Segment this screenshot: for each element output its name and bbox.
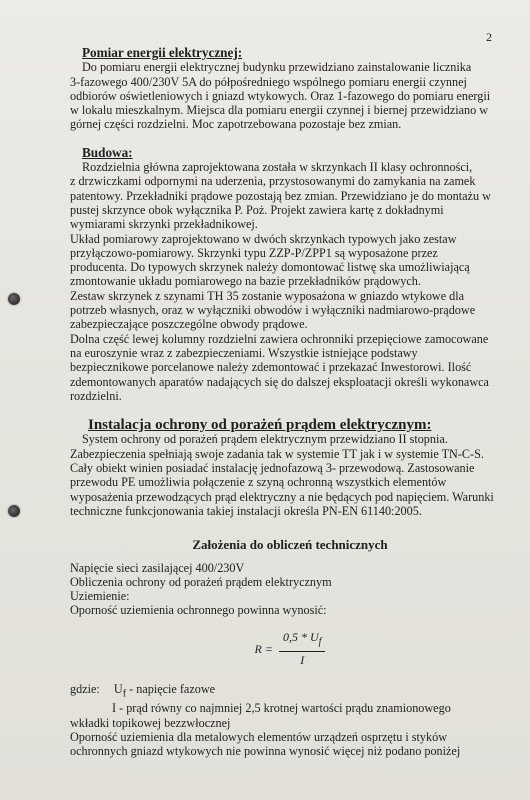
formula-resistance bbox=[70, 630, 510, 668]
section-title-instalacja: Instalacja ochrony od porażeń prądem elektrycznym: bbox=[88, 417, 432, 434]
text-line: zabezpieczające poszczególne obwody prądowe. bbox=[70, 317, 308, 332]
formula-legend bbox=[70, 682, 510, 759]
formula-lhs: R = bbox=[254, 641, 273, 656]
paragraph-pomiar bbox=[70, 60, 510, 131]
document-body bbox=[70, 46, 510, 759]
text-line: Obliczenia ochrony od porażeń prądem elektrycznym bbox=[70, 574, 332, 589]
section-title-pomiar: Pomiar energii elektrycznej: bbox=[82, 45, 243, 60]
punch-hole bbox=[8, 505, 20, 517]
formula-fraction bbox=[279, 630, 325, 668]
text-line: Rozdzielnia główna zaprojektowana została w skrzynkach II klasy ochronności, bbox=[82, 160, 473, 175]
text-line: Oporność uziemienia ochronnego powinna wynosić: bbox=[70, 603, 327, 618]
legend-prefix: gdzie: bbox=[70, 681, 100, 696]
text-line: na euroszynie wraz z zabezpieczeniami. Wszystkie istniejące podstawy bbox=[70, 345, 418, 360]
legend-symbol: U bbox=[113, 681, 123, 696]
text-line: bezpiecznikowe porcelanowe należy zdemontować i przekazać Inwestorowi. Ilość bbox=[70, 360, 472, 375]
text-line: z drzwiczkami odpornymi na uderzenia, przystosowanymi do zamykania na zamek bbox=[70, 174, 476, 189]
legend-symbol-subscript: f bbox=[122, 688, 127, 700]
text-line: Uziemienie: bbox=[70, 589, 130, 604]
numerator-subscript: f bbox=[318, 636, 322, 648]
text-line: 3-fazowego 400/230V 5A do półpośredniego wspólnego pomiaru energii czynnej bbox=[70, 74, 467, 89]
formula-denominator: I bbox=[300, 653, 305, 668]
text-line: Napięcie sieci zasilającej 400/230V bbox=[70, 560, 245, 575]
legend-text: - napięcie fazowe bbox=[129, 681, 216, 696]
page-number: 2 bbox=[486, 30, 492, 44]
text-line: Oporność uziemienia dla metalowych elementów urządzeń osprzętu i styków bbox=[70, 730, 448, 744]
text-line: zmontowanie układu pomiarowego na bazie przekładników prądowych. bbox=[70, 274, 421, 289]
text-line: wymiarami skrzynki przekładnikowej. bbox=[70, 217, 258, 232]
text-line: Dolna część lewej kolumny rozdzielni zawiera ochronniki przepięciowe zamocowane bbox=[70, 331, 489, 346]
text-line: w lokalu mieszkalnym. Miejsca dla pomiaru energii czynnej i biernej przewidziano w bbox=[70, 103, 489, 118]
numerator-text: 0,5 * U bbox=[282, 629, 319, 644]
legend-text: - prąd równy co najmniej 2,5 krotnej wartości prądu znamionowego bbox=[119, 701, 451, 716]
text-line: Zestaw skrzynek z szynami TH 35 zostanie wyposażona w gniazdo wtykowe dla bbox=[70, 288, 465, 303]
paragraph-budowa bbox=[70, 160, 510, 403]
paragraph-instalacja bbox=[70, 432, 510, 518]
text-line: Układ pomiarowy zaprojektowano w dwóch skrzynkach typowych jako zestaw bbox=[70, 231, 457, 246]
section-title-budowa: Budowa: bbox=[82, 144, 133, 160]
text-line: techniczne funkcjonowania takiej instalacji określa PN-EN 61140:2005. bbox=[70, 503, 422, 518]
legend-row bbox=[70, 701, 510, 715]
text-line: wkładki topikowej bezzwłocznej bbox=[70, 715, 231, 730]
text-line: producenta. Do typowych skrzynek należy domontować listwę ska umożliwiającą bbox=[70, 260, 470, 275]
text-line: odbiorów oświetleniowych i gniazd wtykowych. Oraz 1-fazowego do pomiaru energii bbox=[70, 88, 491, 103]
text-line: przyłączowo-pomiarowy. Skrzynki typu ZZP-P/ZPP1 są wyposażone przez bbox=[70, 245, 438, 260]
formula-numerator bbox=[279, 630, 325, 653]
section-title-zalozenia: Założenia do obliczeń technicznych bbox=[192, 537, 388, 553]
text-line: potrzeb własnych, oraz w wyłączniki obwodów i wyłączniki nadmiarowo-prądowe bbox=[70, 303, 476, 318]
text-line: ochronnych gniazd wtykowych nie powinna wynosić więcej niż podano poniżej bbox=[70, 744, 461, 759]
text-line: wyposażenia przewodzących prąd elektryczny a nie będących pod napięciem. Warunki bbox=[70, 489, 494, 504]
text-line: Cały obiekt winien posiadać instalację jednofazową 3- przewodową. Zastosowanie bbox=[70, 461, 475, 476]
text-line: pustej skrzynce obok wyłącznika P. Poż. Projekt zawiera kartę z dokładnymi bbox=[70, 202, 444, 217]
text-line: Do pomiaru energii elektrycznej budynku przewidziano zainstalowanie licznika bbox=[82, 60, 472, 75]
text-line: rozdzielni. bbox=[70, 388, 122, 403]
text-line: górnej części rozdzielni. Moc zapotrzebowana pozostaje bez zmian. bbox=[70, 117, 402, 132]
text-line: patentowy. Przekładniki prądowe pozostają bez zmian. Przewidziano je do montażu w bbox=[70, 188, 491, 203]
text-line: przewodu PE umożliwia połączenie z szyną ochronną wszystkich elementów bbox=[70, 475, 447, 490]
legend-row bbox=[70, 682, 510, 702]
text-line: zdemontowanych aparatów nadających się do dalszej eksploatacji określi wykonawca bbox=[70, 374, 489, 389]
paragraph-zalozenia bbox=[70, 561, 510, 618]
text-line: Zabezpieczenia spełniają swoje zadania tak w systemie TT jak i w systemie TN-C-S. bbox=[70, 446, 484, 461]
punch-hole bbox=[8, 293, 20, 305]
text-line: System ochrony od porażeń prądem elektrycznym przewidziano II stopnia. bbox=[82, 432, 448, 447]
legend-symbol: I bbox=[112, 701, 117, 716]
